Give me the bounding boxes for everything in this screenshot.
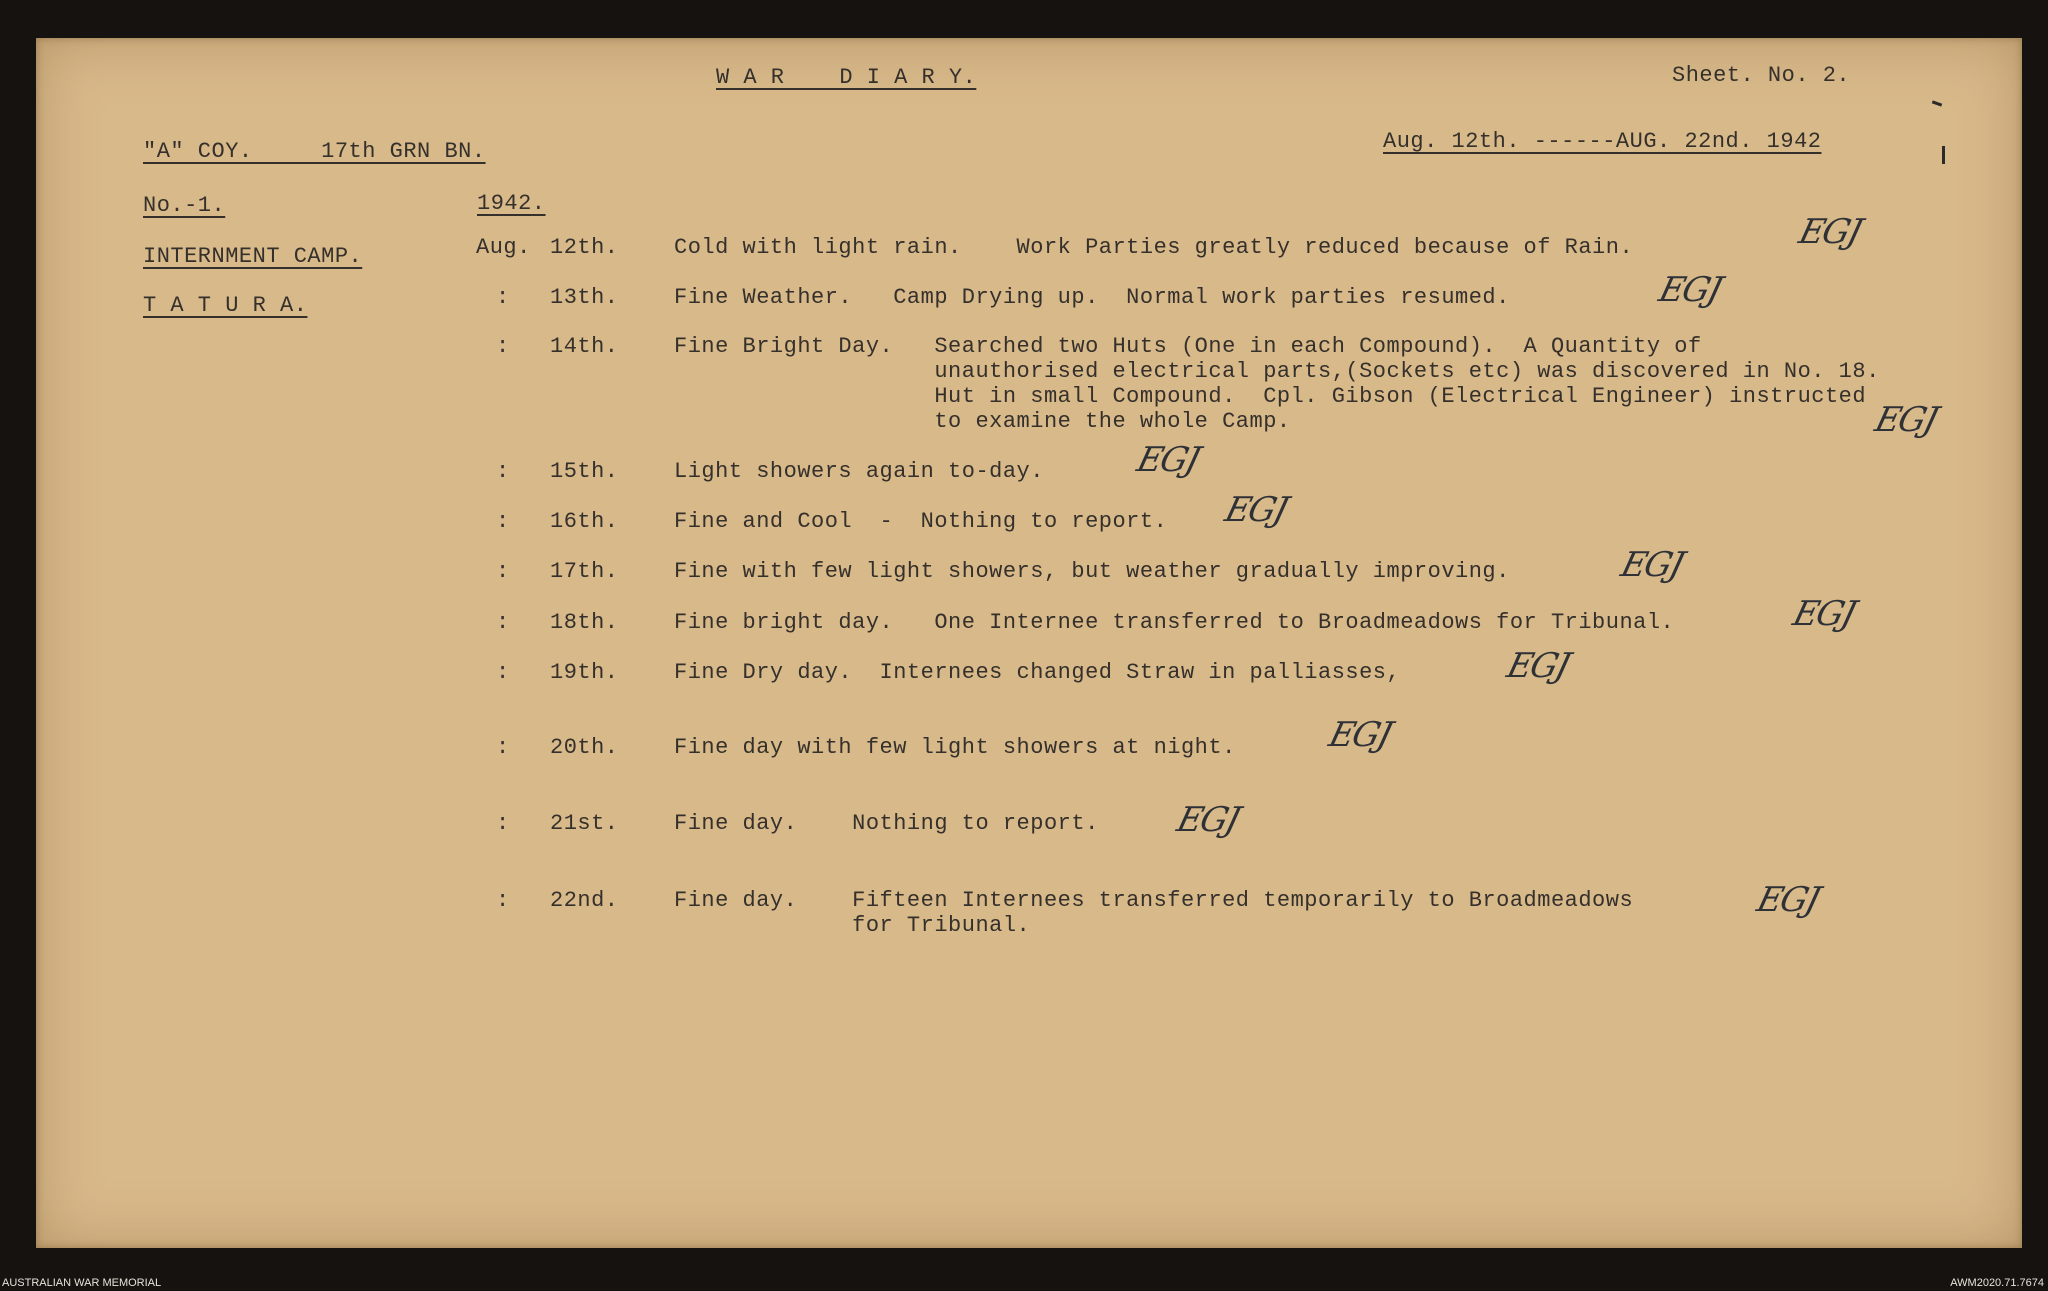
entry-text: Fine day. Fifteen Internees transferred temporarily to Broadmeadows [674,888,1634,913]
entry-day: 20th. [550,735,619,760]
initials-signature: EGJ [1617,545,1687,585]
footer-credit: AUSTRALIAN WAR MEMORIAL [2,1277,162,1289]
initials-signature: EGJ [1133,440,1203,480]
entry-text: Fine and Cool - Nothing to report. [674,509,1168,534]
entry-month: : [496,811,510,836]
entry-month: Aug. [476,235,531,260]
entry-day: 21st. [550,811,619,836]
entry-day: 16th. [550,509,619,534]
entry-text: for Tribunal. [674,913,1031,938]
entry-text: Fine Bright Day. Searched two Huts (One in each Compound). A Quantity of [674,334,1702,359]
document-sheet [36,38,2022,1248]
initials-signature: EGJ [1173,800,1243,840]
entry-text: Fine day with few light showers at night. [674,735,1236,760]
entry-text: Fine bright day. One Internee transferred to Broadmeadows for Tribunal. [674,610,1675,635]
unit-designation: "A" COY. 17th GRN BN. [143,139,486,164]
entry-day: 19th. [550,660,619,685]
entry-month: : [496,285,510,310]
entry-text: Fine day. Nothing to report. [674,811,1099,836]
diary-period: Aug. 12th. ------AUG. 22nd. 1942 [1383,129,1822,154]
initials-signature: EGJ [1789,594,1859,634]
entry-day: 14th. [550,334,619,359]
entry-text: Hut in small Compound. Cpl. Gibson (Electrical Engineer) instructed [674,384,1867,409]
sheet-number: Sheet. No. 2. [1672,63,1851,88]
entry-month: : [496,660,510,685]
entry-text: unauthorised electrical parts,(Sockets etc) was discovered in No. 18. [674,359,1880,384]
entry-day: 22nd. [550,888,619,913]
entry-day: 15th. [550,459,619,484]
entry-month: : [496,509,510,534]
entry-text: Fine with few light showers, but weather gradually improving. [674,559,1510,584]
entry-day: 13th. [550,285,619,310]
entry-text: to examine the whole Camp. [674,409,1291,434]
entry-month: : [496,334,510,359]
entry-text: Fine Weather. Camp Drying up. Normal work parties resumed. [674,285,1510,310]
diary-title: W A R D I A R Y. [716,65,977,90]
diary-year: 1942. [477,191,546,216]
entry-text: Fine Dry day. Internees changed Straw in palliasses, [674,660,1401,685]
paper-mark [1942,146,1945,164]
diary-number: No.-1. [143,193,226,218]
entry-text: Light showers again to-day. [674,459,1044,484]
entry-month: : [496,610,510,635]
entry-month: : [496,459,510,484]
footer-accession: AWM2020.71.7674 [1950,1277,2044,1289]
initials-signature: EGJ [1795,212,1865,252]
location-town: T A T U R A. [143,293,308,318]
initials-signature: EGJ [1503,646,1573,686]
initials-signature: EGJ [1753,880,1823,920]
entry-day: 17th. [550,559,619,584]
entry-month: : [496,888,510,913]
initials-signature: EGJ [1871,400,1941,440]
location-camp: INTERNMENT CAMP. [143,244,363,269]
initials-signature: EGJ [1325,715,1395,755]
entry-day: 18th. [550,610,619,635]
entry-day: 12th. [550,235,619,260]
initials-signature: EGJ [1655,270,1725,310]
entry-text: Cold with light rain. Work Parties greatly reduced because of Rain. [674,235,1634,260]
entry-month: : [496,559,510,584]
entry-month: : [496,735,510,760]
initials-signature: EGJ [1221,490,1291,530]
